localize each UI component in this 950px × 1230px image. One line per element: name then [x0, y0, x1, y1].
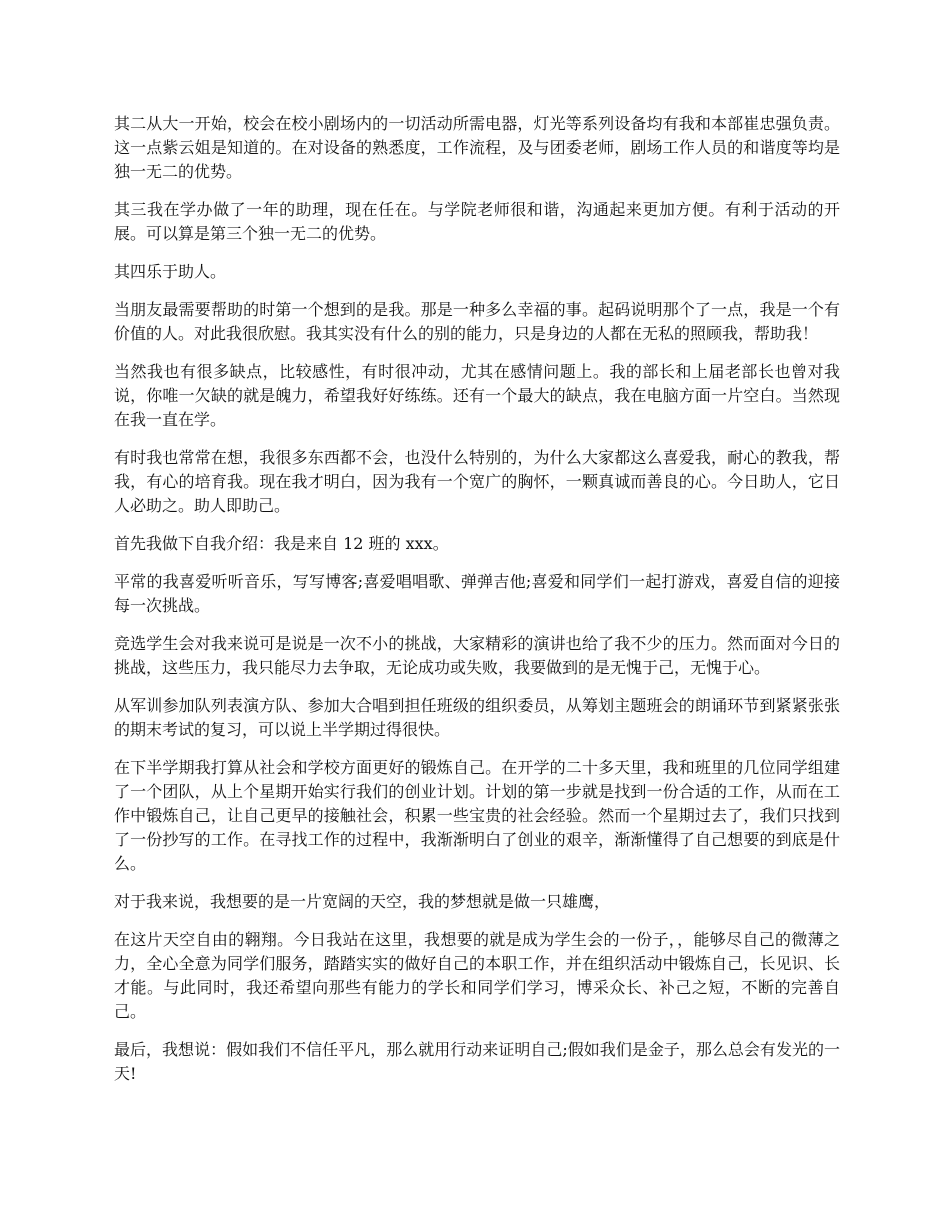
paragraph-1: 其二从大一开始，校会在校小剧场内的一切活动所需电器，灯光等系列设备均有我和本部崔忠强负责。这一点紫云姐是知道的。在对设备的熟悉度，工作流程，及与团委老师，剧场工作人员的和谐度等均是独一无二的优势。 [114, 114, 840, 181]
paragraph-3: 其四乐于助人。 [114, 262, 227, 281]
paragraph-8: 平常的我喜爱听听音乐，写写博客;喜爱唱唱歌、弹弹吉他;喜爱和同学们一起打游戏，喜爱自信的迎接每一次挑战。 [114, 572, 840, 615]
paragraph-2: 其三我在学办做了一年的助理，现在任在。与学院老师很和谐，沟通起来更加方便。有利于活动的开展。可以算是第三个独一无二的优势。 [114, 200, 840, 243]
paragraph-5: 当然我也有很多缺点，比较感性，有时很冲动，尤其在感情问题上。我的部长和上届老部长也曾对我说，你唯一欠缺的就是魄力，希望我好好练练。还有一个最大的缺点，我在电脑方面一片空白。当然现在我一直在学。 [114, 362, 840, 429]
paragraph-6: 有时我也常常在想，我很多东西都不会，也没什么特别的，为什么大家都这么喜爱我，耐心的教我，帮我，有心的培育我。现在我才明白，因为我有一个宽广的胸怀，一颗真诚而善良的心。今日助人，它日人必助之。助人即助己。 [114, 448, 840, 515]
paragraph-9: 竞选学生会对我来说可是说是一次不小的挑战，大家精彩的演讲也给了我不少的压力。然而面对今日的挑战，这些压力，我只能尽力去争取，无论成功或失败，我要做到的是无愧于己，无愧于心。 [114, 634, 840, 677]
paragraph-4: 当朋友最需要帮助的时第一个想到的是我。那是一种多么幸福的事。起码说明那个了一点，我是一个有价值的人。对此我很欣慰。我其实没有什么的别的能力，只是身边的人都在无私的照顾我，帮助我！ [114, 300, 840, 343]
paragraph-14: 最后，我想说：假如我们不信任平凡，那么就用行动来证明自己;假如我们是金子，那么总会有发光的一天! [114, 1040, 840, 1083]
document-body [114, 112, 840, 1100]
paragraph-7: 首先我做下自我介绍：我是来自 12 班的 xxx。 [114, 534, 449, 553]
paragraph-12: 对于我来说，我想要的是一片宽阔的天空，我的梦想就是做一只雄鹰， [114, 892, 611, 911]
paragraph-10: 从军训参加队列表演方队、参加大合唱到担任班级的组织委员，从筹划主题班会的朗诵环节到紧紧张张的期末考试的复习，可以说上半学期过得很快。 [114, 696, 840, 739]
paragraph-13: 在这片天空自由的翱翔。今日我站在这里，我想要的就是成为学生会的一份子，，能够尽自己的微薄之力，全心全意为同学们服务，踏踏实实的做好自己的本职工作，并在组织活动中锻炼自己，长见识、长才能。与此同时，我还希望向那些有能力的学长和同学们学习，博采众长、补己之短，不断的完善自己。 [114, 930, 840, 1021]
paragraph-11: 在下半学期我打算从社会和学校方面更好的锻炼自己。在开学的二十多天里，我和班里的几位同学组建了一个团队，从上个星期开始实行我们的创业计划。计划的第一步就是找到一份合适的工作，从而在工作中锻炼自己，让自己更早的接触社会，积累一些宝贵的社会经验。然而一个星期过去了，我们只找到了一份抄写的工作。在寻找工作的过程中，我渐渐明白了创业的艰辛，渐渐懂得了自己想要的到底是什么。 [114, 758, 840, 873]
